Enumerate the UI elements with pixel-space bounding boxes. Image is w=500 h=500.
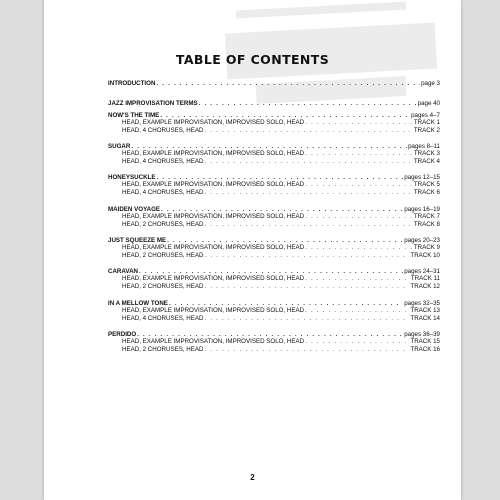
toc-song-entry (108, 112, 440, 134)
track-number: TRACK 9 (413, 244, 440, 252)
toc-song-entry (108, 331, 440, 353)
track-label: HEAD, 4 CHORUSES, HEAD (122, 126, 204, 134)
track-label: HEAD, EXAMPLE IMPROVISATION, IMPROVISED SOLO, HEAD (122, 338, 305, 346)
track-row (108, 307, 440, 314)
song-title: SUGAR (108, 143, 131, 150)
dot-leader (156, 80, 420, 87)
track-label: HEAD, EXAMPLE IMPROVISATION, IMPROVISED SOLO, HEAD (122, 213, 305, 221)
track-label: HEAD, EXAMPLE IMPROVISATION, IMPROVISED SOLO, HEAD (122, 275, 305, 283)
track-row (108, 346, 440, 353)
track-row (108, 252, 440, 259)
song-pages: pages 4–7 (411, 112, 440, 119)
song-pages: pages 36–39 (404, 331, 440, 338)
song-pages: pages 24–31 (404, 268, 440, 275)
song-title: NOW'S THE TIME (108, 112, 160, 119)
track-number: TRACK 10 (410, 251, 440, 259)
toc-song-entry (108, 300, 440, 322)
track-number: TRACK 4 (413, 157, 440, 165)
track-label: HEAD, 2 CHORUSES, HEAD (122, 282, 204, 290)
track-row (108, 338, 440, 345)
track-label: HEAD, 4 CHORUSES, HEAD (122, 314, 204, 322)
track-label: HEAD, EXAMPLE IMPROVISATION, IMPROVISED SOLO, HEAD (122, 307, 305, 315)
track-number: TRACK 11 (410, 275, 440, 283)
track-number: TRACK 1 (413, 119, 440, 127)
song-pages: pages 16–19 (404, 206, 440, 213)
document-page (44, 0, 461, 500)
track-number: TRACK 16 (410, 345, 440, 353)
dot-leader (156, 174, 403, 181)
dot-leader (205, 189, 413, 196)
song-pages: pages 20–23 (404, 237, 440, 244)
song-title: MAIDEN VOYAGE (108, 206, 161, 213)
song-title: IN A MELLOW TONE (108, 300, 168, 307)
toc-song-entry (108, 206, 440, 228)
song-pages: pages 8–11 (408, 143, 440, 150)
track-row (108, 119, 440, 126)
track-row (108, 213, 440, 220)
dot-leader (205, 127, 413, 134)
toc-song-entry (108, 237, 440, 259)
track-number: TRACK 5 (413, 181, 440, 189)
dot-leader (305, 244, 413, 251)
track-row (108, 221, 440, 228)
track-number: TRACK 6 (413, 188, 440, 196)
dot-leader (305, 338, 409, 345)
dot-leader (161, 206, 403, 213)
track-row (108, 150, 440, 157)
dot-leader (305, 307, 409, 314)
toc-entry-page: page 3 (421, 80, 440, 87)
dot-leader (137, 331, 403, 338)
track-label: HEAD, 4 CHORUSES, HEAD (122, 188, 204, 196)
song-pages: pages 12–15 (404, 174, 440, 181)
dot-leader (205, 315, 410, 322)
track-number: TRACK 2 (413, 126, 440, 134)
track-number: TRACK 12 (410, 282, 440, 290)
dot-leader (160, 112, 410, 119)
toc-entry-title: JAZZ IMPROVISATION TERMS (108, 100, 198, 107)
toc-entry-introduction (108, 80, 440, 87)
dot-leader (305, 181, 413, 188)
song-title: JUST SQUEEZE ME (108, 237, 167, 244)
dot-leader (205, 158, 413, 165)
dot-leader (305, 150, 413, 157)
track-label: HEAD, EXAMPLE IMPROVISATION, IMPROVISED SOLO, HEAD (122, 119, 305, 127)
toc-song-entry (108, 174, 440, 196)
dot-leader (139, 268, 403, 275)
track-label: HEAD, EXAMPLE IMPROVISATION, IMPROVISED SOLO, HEAD (122, 181, 305, 189)
dot-leader (169, 300, 403, 307)
toc-song-entry (108, 143, 440, 165)
track-row (108, 158, 440, 165)
toc-entry-terms (108, 100, 440, 107)
dot-leader (131, 143, 407, 150)
track-number: TRACK 13 (410, 307, 440, 315)
page-number: 2 (250, 473, 255, 482)
song-title: CARAVAN (108, 268, 139, 275)
track-row (108, 315, 440, 322)
track-number: TRACK 3 (413, 150, 440, 158)
dot-leader (305, 275, 410, 282)
track-row (108, 275, 440, 282)
track-row (108, 181, 440, 188)
dot-leader (205, 283, 410, 290)
track-row (108, 283, 440, 290)
track-number: TRACK 7 (413, 213, 440, 221)
track-number: TRACK 8 (413, 220, 440, 228)
track-label: HEAD, 2 CHORUSES, HEAD (122, 345, 204, 353)
track-row (108, 244, 440, 251)
track-number: TRACK 14 (410, 314, 440, 322)
track-label: HEAD, EXAMPLE IMPROVISATION, IMPROVISED SOLO, HEAD (122, 150, 305, 158)
track-label: HEAD, EXAMPLE IMPROVISATION, IMPROVISED SOLO, HEAD (122, 244, 305, 252)
track-label: HEAD, 2 CHORUSES, HEAD (122, 220, 204, 228)
dot-leader (305, 213, 413, 220)
dot-leader (167, 237, 403, 244)
dot-leader (205, 221, 413, 228)
dot-leader (199, 100, 417, 107)
toc-song-entry (108, 268, 440, 290)
song-title: PERDIDO (108, 331, 137, 338)
track-label: HEAD, 2 CHORUSES, HEAD (122, 251, 204, 259)
dot-leader (205, 346, 410, 353)
track-number: TRACK 15 (410, 338, 440, 346)
track-row (108, 189, 440, 196)
dot-leader (305, 119, 413, 126)
song-title: HONEYSUCKLE (108, 174, 156, 181)
track-label: HEAD, 4 CHORUSES, HEAD (122, 157, 204, 165)
toc-entry-page: page 40 (417, 100, 440, 107)
track-row (108, 127, 440, 134)
song-pages: pages 32–35 (404, 300, 440, 307)
toc-entry-title: INTRODUCTION (108, 80, 156, 87)
page-title: TABLE OF CONTENTS (175, 52, 330, 67)
dot-leader (205, 252, 410, 259)
